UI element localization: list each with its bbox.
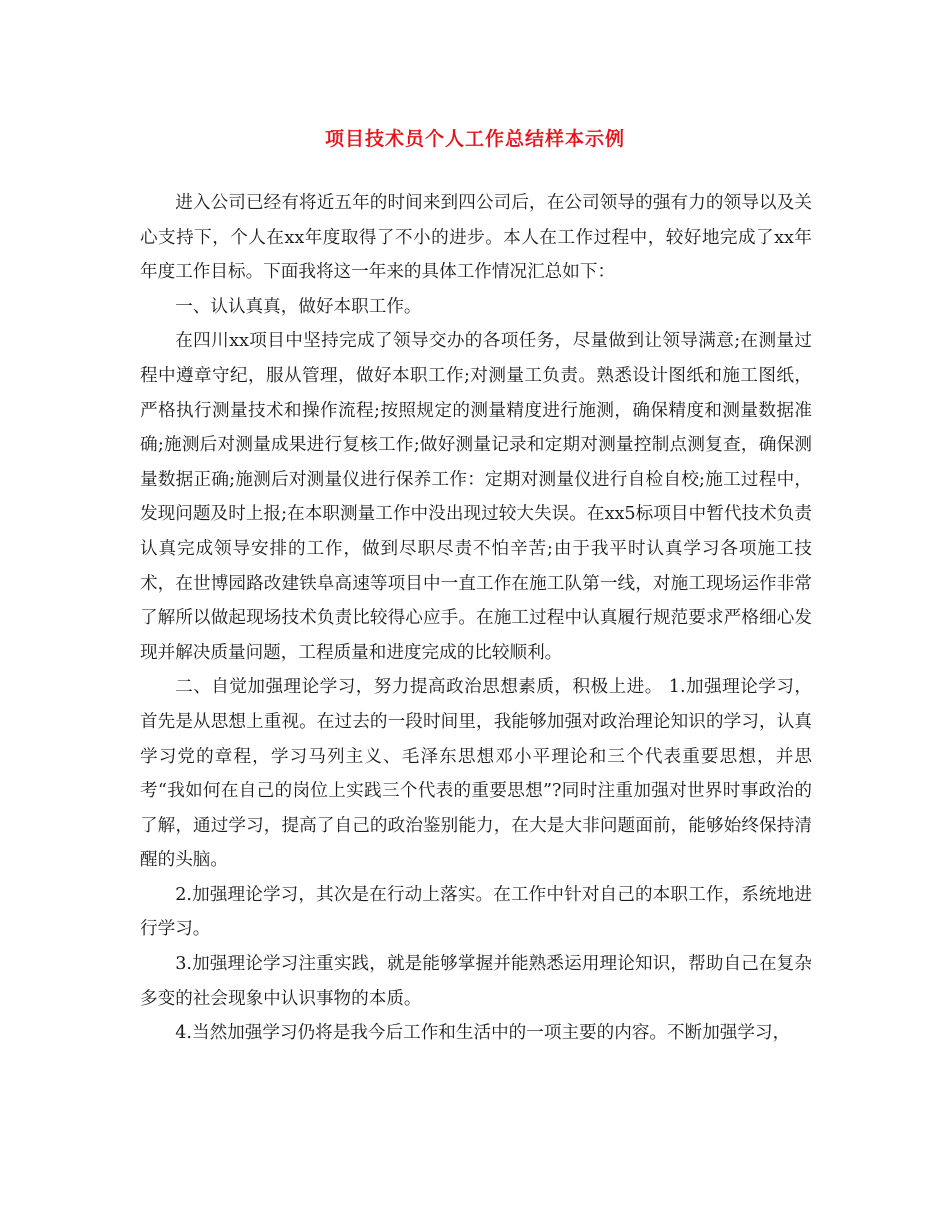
document-title: 项目技术员个人工作总结样本示例 <box>324 128 625 150</box>
paragraph-item-4: 4.当然加强学习仍将是我今后工作和生活中的一项主要的内容。不断加强学习， <box>175 1023 791 1044</box>
paragraph-item-3: 3.加强理论学习注重实践，就是能够掌握并能熟悉运用理论知识，帮助自己在复杂多变的社会现象中认识事物的本质。 <box>140 954 812 1009</box>
paragraph-heading-2: 二、自觉加强理论学习，努力提高政治思想素质，积极上进。 1.加强理论学习，首先是从思想上重视。在过去的一段时间里，我能够加强对政治理论知识的学习，认真学习党的章程，学习马列主义、毛泽东思想邓小平理论和三个代表重要思想，并思考“我如何在自己的岗位上实践三个代表的重要思想”?同时注重加强对世界时事政治的了解，通过学习，提高了自己的政治鉴别能力，在大是大非问题面前，能够始终保持清醒的头脑。 <box>140 677 812 871</box>
paragraph-intro: 进入公司已经有将近五年的时间来到四公司后，在公司领导的强有力的领导以及关心支持下，个人在xx年度取得了不小的进步。本人在工作过程中，较好地完成了xx年年度工作目标。下面我将这一年来的具体工作情况汇总如下： <box>140 193 812 283</box>
paragraph-heading-1: 一、认认真真，做好本职工作。 <box>175 296 422 317</box>
paragraph-work-details: 在四川xx项目中坚持完成了领导交办的各项任务，尽量做到让领导满意;在测量过程中遵章守纪，服从管理，做好本职工作;对测量工负责。熟悉设计图纸和施工图纸，严格执行测量技术和操作流程;按照规定的测量精度进行施测，确保精度和测量数据准确;施测后对测量成果进行复核工作;做好测量记录和定期对测量控制点测复查，确保测量数据正确;施测后对测量仪进行保养工作：定期对测量仪进行自检自校;施工过程中，发现问题及时上报;在本职测量工作中没出现过较大失误。在xx5标项目中暂代技术负责认真完成领导安排的工作，做到尽职尽责不怕辛苦;由于我平时认真学习各项施工技术，在世博园路改建铁阜高速等项目中一直工作在施工队第一线，对施工现场运作非常了解所以做起现场技术负责比较得心应手。在施工过程中认真履行规范要求严格细心发现并解决质量问题，工程质量和进度完成的比较顺利。 <box>140 331 812 663</box>
document-body <box>140 186 812 1051</box>
paragraph-item-2: 2.加强理论学习，其次是在行动上落实。在工作中针对自己的本职工作，系统地进行学习。 <box>140 884 812 940</box>
